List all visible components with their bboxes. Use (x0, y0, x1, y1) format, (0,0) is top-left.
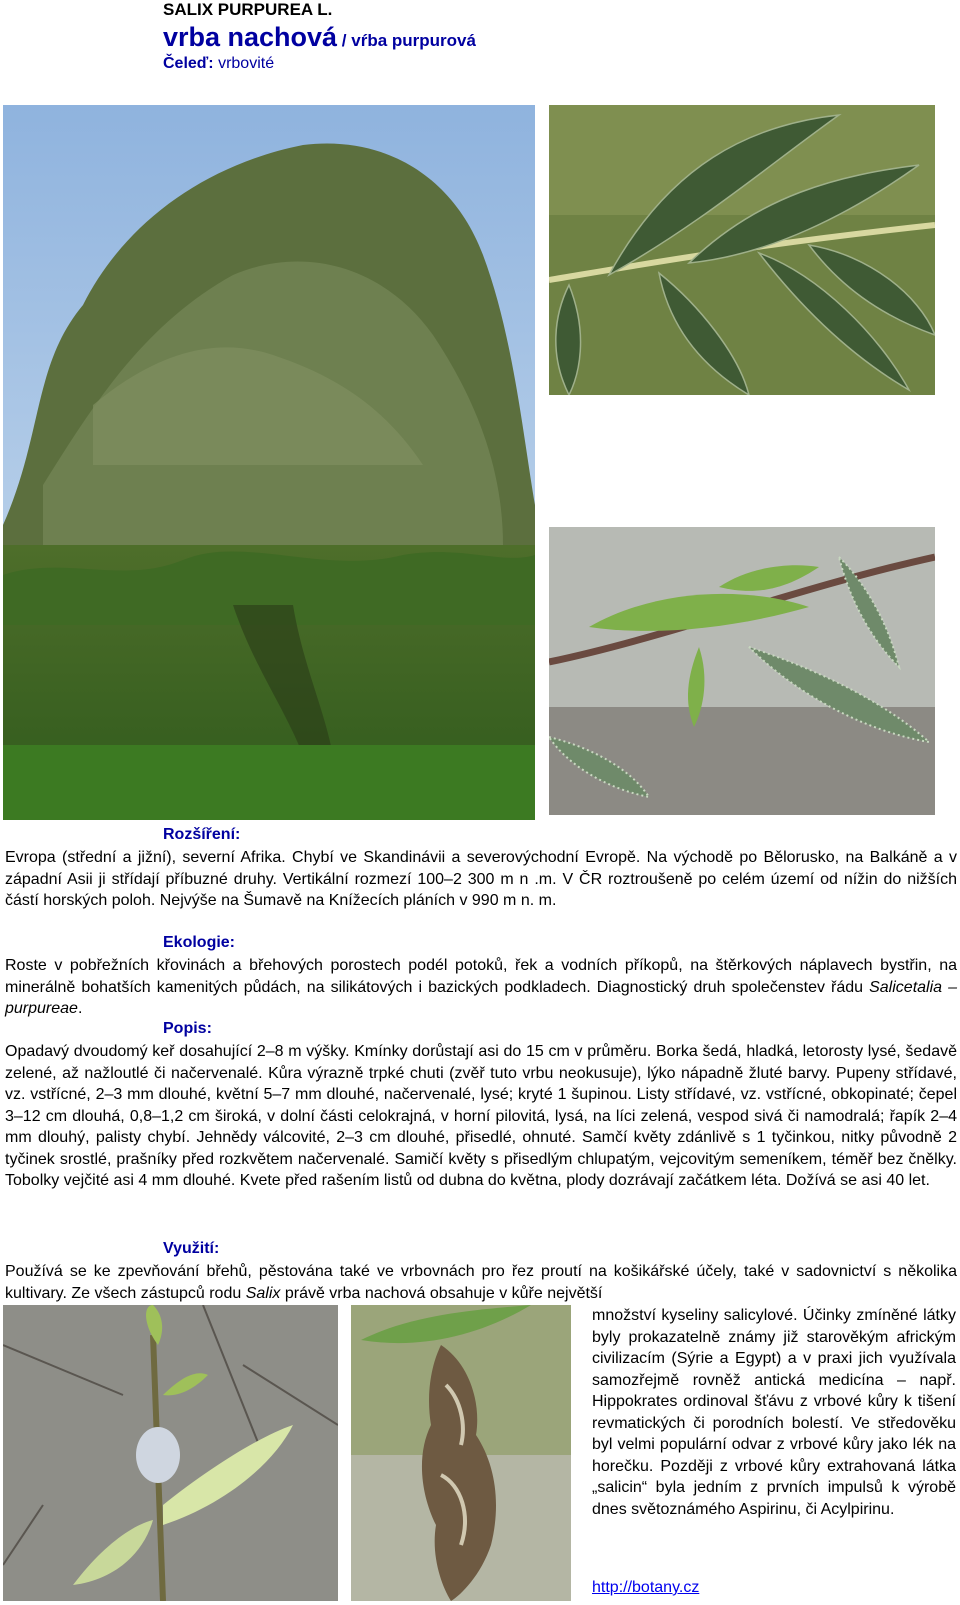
description-heading: Popis: (163, 1020, 212, 1037)
male-catkin-photo (3, 1305, 338, 1601)
czech-name: vrba nachová (163, 22, 338, 52)
leaves-photo (549, 105, 935, 395)
ecology-heading: Ekologie: (163, 934, 236, 951)
ecology-taxon: Salicetalia –purpureae (5, 978, 957, 1017)
family-line (163, 55, 274, 73)
distribution-text: Evropa (střední a jižní), severní Afrika. Chybí ve Skandinávii a severovýchodní Evropě. Na východě po Bělorusko, na Balkáně a v západní Asii ji střídají příbuzné druhy. Vertikální rozmezí 100–2 300 m n .m. V ČR roztroušeně po celém území od nížin do nižších částí horských poloh. Nejvýše na Šumavě na Knížecích pláních v 990 m n. m. (5, 849, 957, 909)
family-value: vrbovité (213, 55, 275, 72)
ecology-text-end: . (77, 1000, 83, 1017)
use-heading: Využití: (163, 1240, 220, 1257)
alt-name: / vŕba purpurová (337, 31, 476, 50)
use-text-main: Používá se ke zpevňování břehů, pěstována také ve vrbovnách pro řez proutí na košikářské účely, také v sadovnictví s několika kultivary. Ze všech zástupců rodu (5, 1263, 957, 1302)
dry-catkin-photo (351, 1305, 571, 1601)
use-continuation-text: množství kyseliny salicylové. Účinky zmíněné látky byly prokazatelně známy již starověkým africkým civilizacím (Sýrie a Egypt) a v praxi jich využívala samozřejmě rovněž antická medicína – např. Hippokrates ordinoval šťávu z vrbové kůry k tišení revmatických či porodních bolestí. Ve středověku byl velmi populární odvar z vrbové kůry jako lék na horečku. Později z vrbové kůry extrahovaná látka „salicin“ byla jedním z prvních impulsů k výrobě dnes světoznámého Aspirinu, či Acylpirinu. (592, 1307, 956, 1518)
description-text: Opadavý dvoudomý keř dosahující 2–8 m výšky. Kmínky dorůstají asi do 15 cm v průměru. Borka šedá, hladká, letorosty lysé, šedavě zelené, až nažloutlé či načervenalé. Kůra výrazně trpké chuti (zvěř tuto vrbu neokusuje), lýko nápadně žluté barvy. Pupeny střídavé, vz. vstřícné, 2–3 mm dlouhé, květní 5–7 mm dlouhé, načervenalé, lysé; kryté 1 šupinou. Listy střídavé, vz. vstřícné, obkopinaté; čepel 3–12 cm dlouhá, 0,8–1,2 cm široká, v dolní části celokrajná, v horní pilovitá, lysá, na líci zelená, vespod sivá či namodralá; řapík 2–4 mm dlouhý, palisty chybí. Jehnědy válcovité, 2–3 cm dlouhé, přisedlé, ohnuté. Samčí květy zdánlivě s 1 tyčinkou, nitky původně 2 tyčinek srostlé, prašníky před rozkvětem načervenalé. Samičí květy s přisedlým chlupatým, vejcovitým semeníkem, téměř bez čnělky. Tobolky vejčité asi 4 mm dlouhé. Kvete před rašením listů od dubna do května, plody dozrávají začátkem léta. Dožívá se asi 40 let. (5, 1043, 957, 1189)
use-taxon: Salix (245, 1284, 281, 1302)
distribution-heading: Rozšíření: (163, 826, 241, 843)
use-text-end: právě vrba nachová obsahuje v kůře největší (280, 1284, 603, 1302)
czech-name-line (163, 22, 476, 53)
family-label: Čeleď: (163, 55, 214, 72)
use-text (5, 1261, 957, 1304)
shrub-photo (3, 105, 535, 820)
catkins-photo (549, 527, 935, 815)
ecology-text (5, 955, 957, 1020)
ecology-text-main: Roste v pobřežních křovinách a břehových porostech podél potoků, řek a vodních příkopů, na štěrkových náplavech bystřin, na minerálně bohatších kamenitých půdách, na silikátových i bazických podkladech. Diagnostický druh společenstev řádu (5, 957, 957, 996)
botany-link[interactable]: http://botany.cz (592, 1579, 700, 1596)
scientific-name: SALIX PURPUREA L. (163, 0, 333, 19)
